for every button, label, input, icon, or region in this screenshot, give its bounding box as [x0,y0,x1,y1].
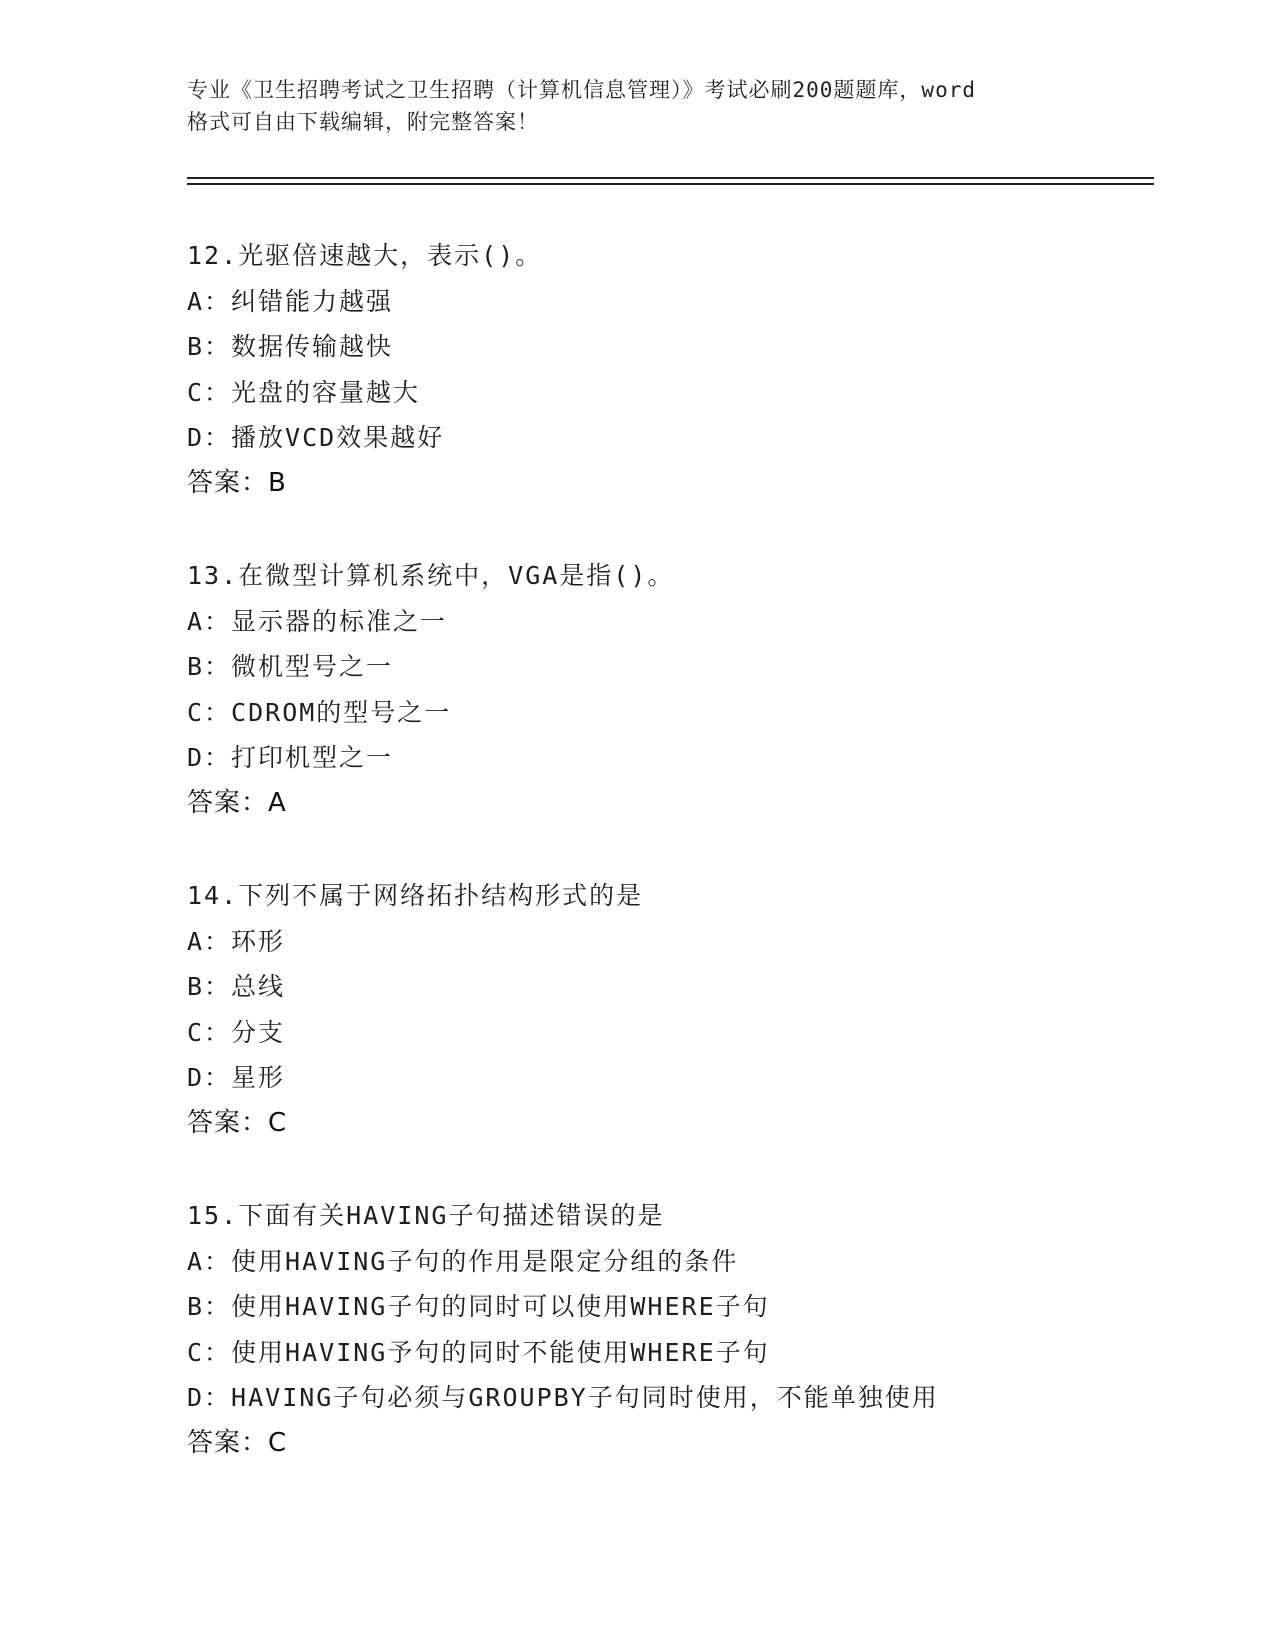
question-block [187,873,1147,1146]
option-d: D：星形 [187,1063,286,1092]
option-b: B：数据传输越快 [187,332,394,361]
answer: 答案：C [187,1427,288,1458]
header-title-line-2: 格式可自由下载编辑，附完整答案！ [187,110,539,134]
answer: 答案：B [187,467,287,498]
header-divider-top [187,177,1154,179]
answer: 答案：A [187,787,287,818]
option-a: A：显示器的标准之一 [187,606,448,636]
question-stem: 13.在微型计算机系统中，VGA是指()。 [187,561,675,590]
header-divider-bottom [187,183,1154,185]
option-d: D：打印机型之一 [187,743,394,772]
option-c: C：分支 [187,1017,286,1047]
option-c: C：光盘的容量越大 [187,377,421,407]
option-b: B：使用HAVING子句的同时可以使用WHERE子句 [187,1292,770,1321]
answer: 答案：C [187,1107,288,1138]
option-d: D：HAVING子句必须与GROUPBY子句同时使用，不能单独使用 [187,1383,939,1412]
question-stem: 12.光驱倍速越大，表示()。 [187,241,543,270]
option-b: B：总线 [187,972,286,1001]
question-stem: 15.下面有关HAVING子句描述错误的是 [187,1201,665,1230]
header-title-line-1: 专业《卫生招聘考试之卫生招聘（计算机信息管理）》考试必刷200题题库，word [187,78,976,102]
question-block [187,1193,1147,1466]
question-stem: 14.下列不属于网络拓扑结构形式的是 [187,881,644,910]
question-block [187,233,1147,506]
option-a: A：纠错能力越强 [187,286,394,316]
option-c: C：CDROM的型号之一 [187,697,452,727]
option-d: D：播放VCD效果越好 [187,423,445,452]
option-a: A：环形 [187,926,286,956]
option-b: B：微机型号之一 [187,652,394,681]
document-header [187,74,1087,138]
option-c: C：使用HAVING予句的同时不能使用WHERE子句 [187,1337,770,1367]
option-a: A：使用HAVING子句的作用是限定分组的条件 [187,1246,739,1276]
question-block [187,553,1147,826]
